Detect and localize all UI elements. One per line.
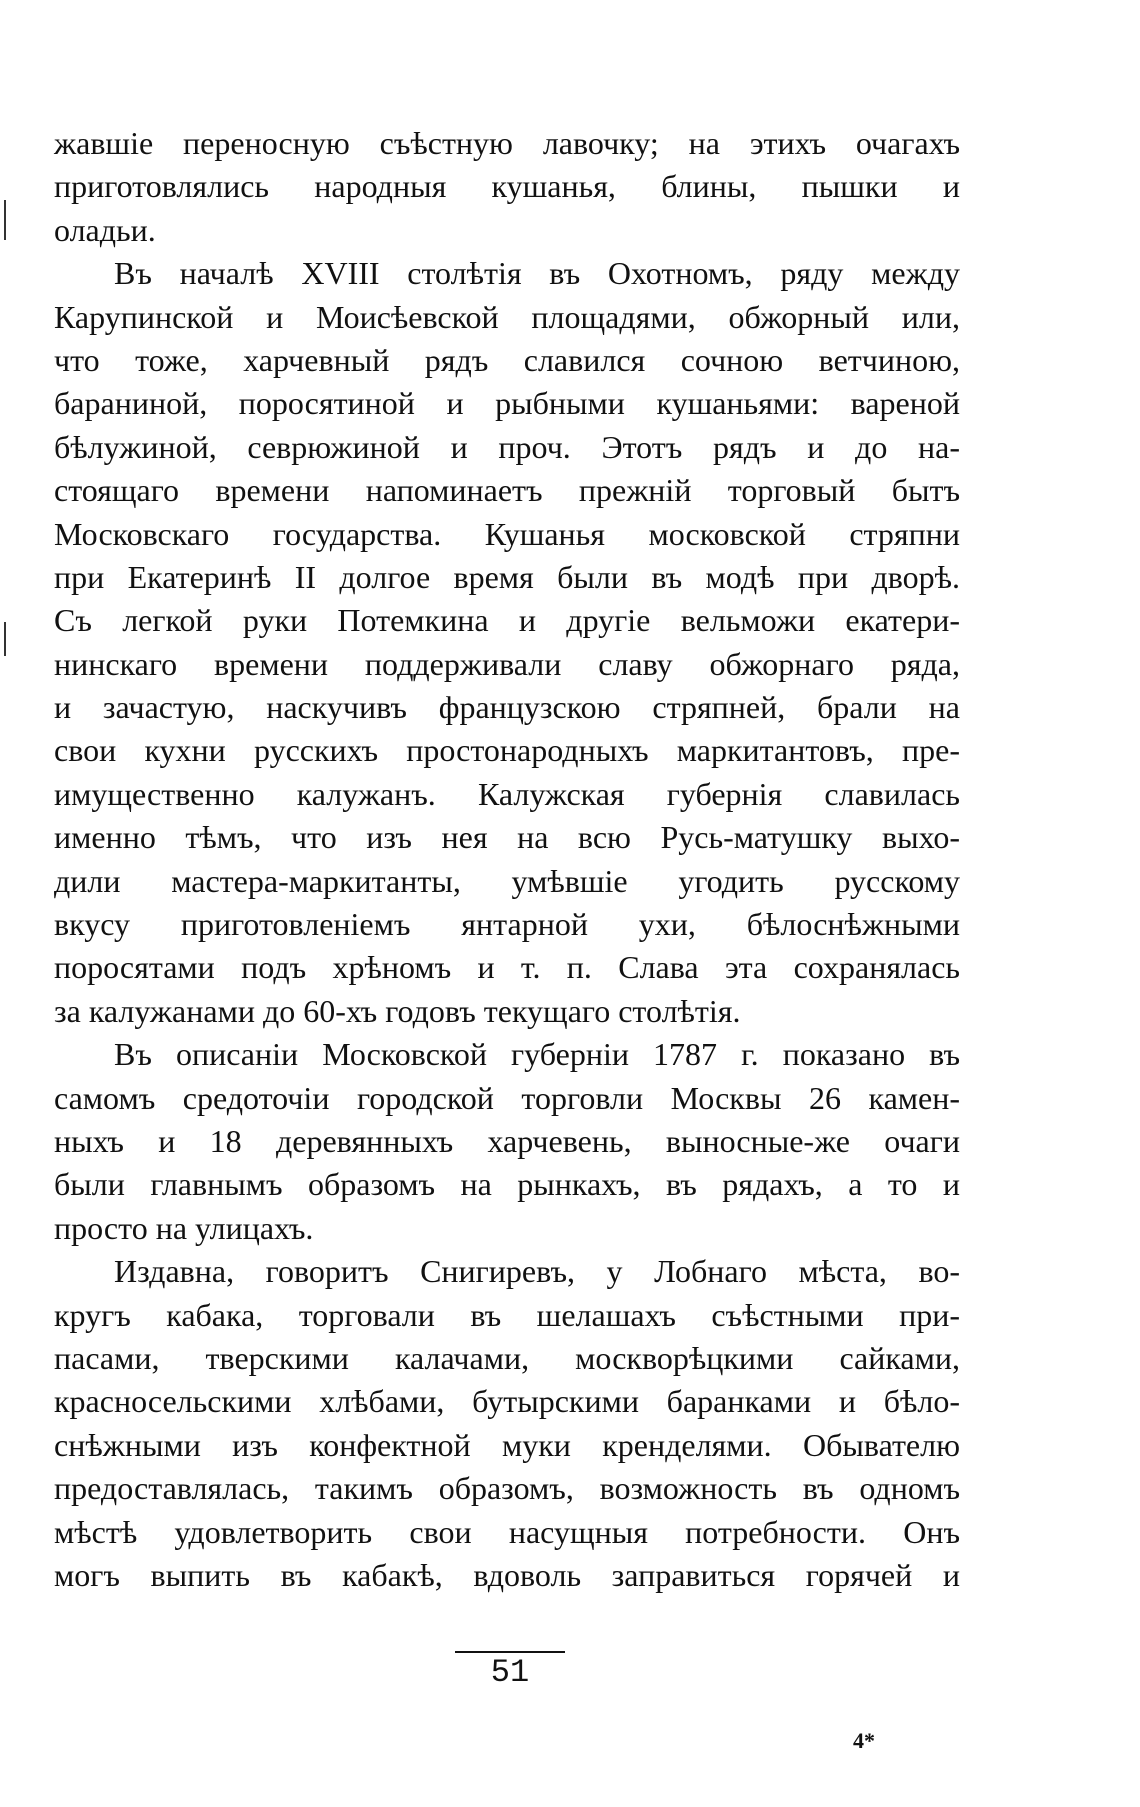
text-line: пасами, тверскими калачами, москворѣцкими сайками,	[54, 1339, 960, 1376]
text-line: просто на улицахъ.	[54, 1209, 314, 1246]
text-line: красносельскими хлѣбами, бутырскими баранками и бѣло-	[54, 1383, 960, 1420]
text-line: и зачастую, наскучивъ французскою стряпней, брали на	[54, 689, 960, 726]
text-line: снѣжными изъ конфектной муки кренделями. Обывателю	[54, 1426, 960, 1463]
paragraph-start-line: Издавна, говоритъ Снигиревъ, у Лобнаго мѣста, во-	[114, 1253, 960, 1290]
paragraph-start-line: Въ описаніи Московской губерніи 1787 г. показано въ	[114, 1036, 960, 1073]
margin-scan-mark	[4, 200, 6, 240]
margin-scan-mark	[4, 622, 6, 656]
text-line: Съ легкой руки Потемкина и другіе вельможи екатери-	[54, 602, 960, 639]
text-line: приготовлялись народныя кушанья, блины, пышки и	[54, 168, 960, 205]
signature-mark: 4*	[853, 1728, 875, 1753]
text-line: именно тѣмъ, что изъ нея на всю Русь-матушку выхо-	[54, 819, 960, 856]
text-line: за калужанами до 60-хъ годовъ текущаго столѣтія.	[54, 992, 741, 1029]
text-line: что тоже, харчевный рядъ славился сочною ветчиною,	[54, 341, 960, 378]
text-line: Московскаго государства. Кушанья московской стряпни	[54, 515, 960, 552]
text-line: оладьи.	[54, 211, 156, 248]
text-line: при Екатеринѣ II долгое время были въ модѣ при дворѣ.	[54, 558, 960, 595]
text-line: дили мастера-маркитанты, умѣвшіе угодить русскому	[54, 862, 960, 899]
paragraph-start-line: Въ началѣ XVIII столѣтія въ Охотномъ, ряду между	[114, 255, 960, 292]
text-line: кругъ кабака, торговали въ шелашахъ съѣстными при-	[54, 1296, 960, 1333]
body-text	[54, 122, 960, 1597]
text-line: ныхъ и 18 деревянныхъ харчевень, выносные-же очаги	[54, 1122, 960, 1159]
text-line: бараниной, поросятиной и рыбными кушаньями: вареной	[54, 385, 960, 422]
text-line: нинскаго времени поддерживали славу обжорнаго ряда,	[54, 645, 960, 682]
text-line: мѣстѣ удовлетворить свои насущныя потребности. Онъ	[54, 1513, 960, 1550]
page-number: 51	[490, 1654, 530, 1691]
text-line: вкусу приготовленіемъ янтарной ухи, бѣлоснѣжными	[54, 906, 960, 943]
text-line: стоящаго времени напоминаетъ прежній торговый бытъ	[54, 472, 960, 509]
text-line: свои кухни русскихъ простонародныхъ маркитантовъ, пре-	[54, 732, 960, 769]
text-line: бѣлужиной, севрюжиной и проч. Этотъ рядъ и до на-	[54, 428, 960, 465]
text-line: имущественно калужанъ. Калужская губернія славилась	[54, 775, 960, 812]
text-line: поросятами подъ хрѣномъ и т. п. Слава эта сохранялась	[54, 949, 960, 986]
text-line: жавшіе переносную съѣстную лавочку; на этихъ очагахъ	[54, 125, 960, 161]
text-line: предоставлялась, такимъ образомъ, возможность въ одномъ	[54, 1470, 960, 1507]
text-line: могъ выпить въ кабакѣ, вдоволь заправиться горячей и	[54, 1556, 960, 1593]
text-line: были главнымъ образомъ на рынкахъ, въ рядахъ, а то и	[54, 1166, 960, 1203]
text-line: Карупинской и Моисѣевской площадями, обжорный или,	[54, 298, 960, 335]
text-line: самомъ средоточіи городской торговли Москвы 26 камен-	[54, 1079, 960, 1116]
